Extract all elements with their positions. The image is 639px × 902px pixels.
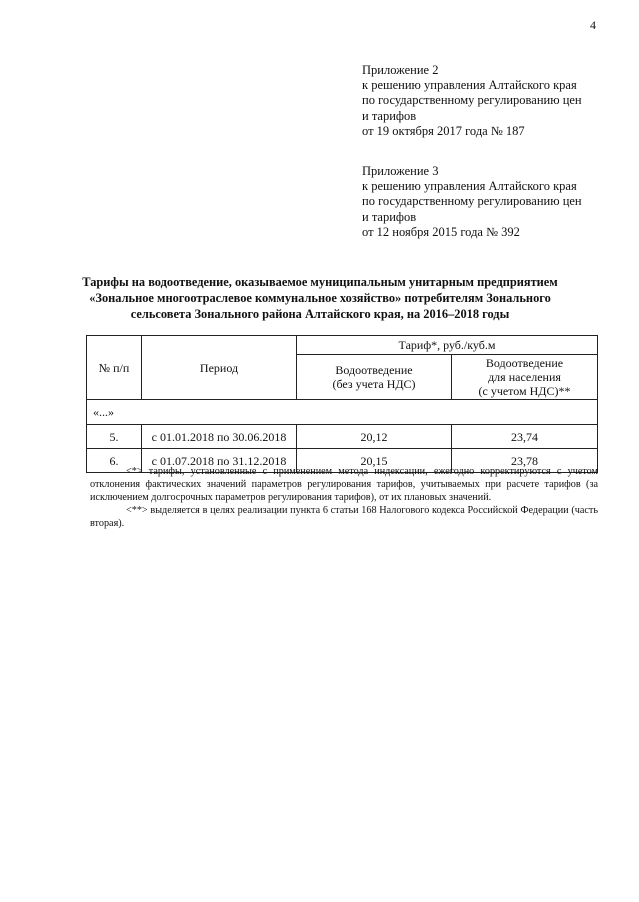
header-col-without-vat-line: Водоотведение — [335, 363, 413, 377]
ellipsis-row: «...» — [87, 400, 598, 425]
row-num: 6. — [87, 449, 142, 473]
table-row — [87, 425, 598, 449]
row-num: 5. — [87, 425, 142, 449]
appendix-2-block — [362, 63, 582, 139]
header-col-without-vat-line: (без учета НДС) — [332, 377, 416, 391]
header-col-with-vat-line: (с учетом НДС)** — [478, 384, 571, 398]
header-col-with-vat-line: для населения — [488, 370, 561, 384]
header-tariff: Тариф*, руб./куб.м — [297, 336, 598, 355]
appendix-2-line: Приложение 2 — [362, 63, 439, 77]
appendix-3-block — [362, 164, 582, 240]
document-title — [60, 275, 580, 322]
footnotes — [90, 465, 598, 530]
header-num: № п/п — [87, 336, 142, 400]
header-col-with-vat — [452, 355, 598, 400]
appendix-3-line: к решению управления Алтайского края — [362, 179, 577, 194]
title-line: «Зональное многоотраслевое коммунальное хозяйство» потребителям Зонального — [89, 290, 551, 305]
appendix-2-line: от 19 октября 2017 года № 187 — [362, 123, 525, 138]
appendix-3-line: по государственному регулированию цен — [362, 194, 582, 209]
appendix-2-line: по государственному регулированию цен — [362, 93, 582, 108]
title-line: сельсовета Зонального района Алтайского края, на 2016–2018 годы — [130, 306, 510, 321]
appendix-2-line: к решению управления Алтайского края — [362, 78, 577, 93]
appendix-2-line: и тарифов — [362, 108, 417, 123]
tariff-table — [86, 335, 598, 473]
footnote-1: <*> тарифы, установленные с применением метода индексации, ежегодно корректируются с учетом отклонения фактических значений параметров регулирования тарифов, учитываемых при расчете тарифов (за исключением долгосрочных параметров регулирования тарифов), от их плановых значений. — [90, 466, 598, 503]
appendix-3-line: от 12 ноября 2015 года № 392 — [362, 224, 520, 239]
row-value-without-vat: 20,15 — [297, 449, 452, 473]
row-period: с 01.07.2018 по 31.12.2018 — [142, 449, 297, 473]
row-period: с 01.01.2018 по 30.06.2018 — [142, 425, 297, 449]
page-number: 4 — [590, 18, 596, 32]
row-value-with-vat: 23,74 — [452, 425, 598, 449]
footnote-2: <**> выделяется в целях реализации пункта 6 статьи 168 Налогового кодекса Российской Федерации (часть вторая). — [90, 505, 598, 529]
title-line: Тарифы на водоотведение, оказываемое муниципальным унитарным предприятием — [82, 275, 558, 289]
row-value-with-vat: 23,78 — [452, 449, 598, 473]
appendix-3-line: и тарифов — [362, 209, 417, 224]
header-period: Период — [142, 336, 297, 400]
row-value-without-vat: 20,12 — [297, 425, 452, 449]
header-col-without-vat — [297, 355, 452, 400]
appendix-3-line: Приложение 3 — [362, 164, 439, 178]
header-col-with-vat-line: Водоотведение — [485, 356, 564, 370]
